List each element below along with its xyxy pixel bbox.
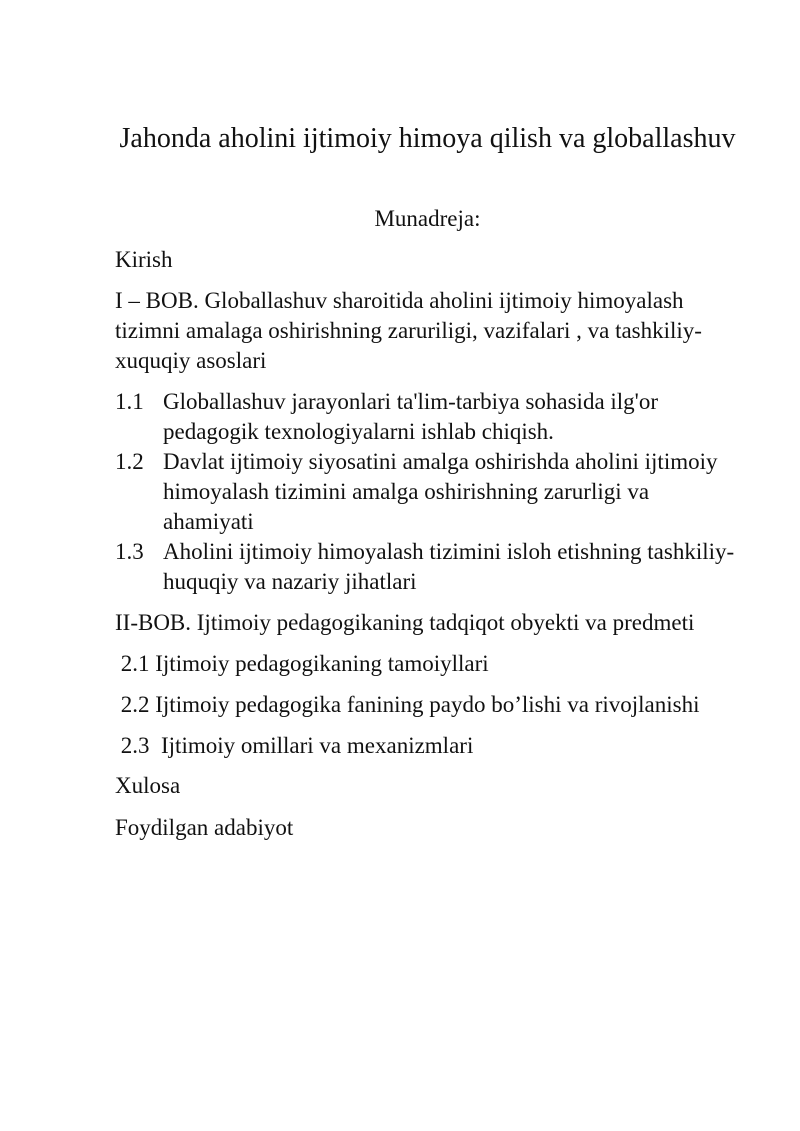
toc-item-2-1: 2.1 Ijtimoiy pedagogikaning tamoiyllari <box>115 651 489 676</box>
toc-item-1-1 <box>115 387 740 447</box>
toc-item-number: 1.3 <box>115 539 144 564</box>
toc-chapter-2: II-BOB. Ijtimoiy pedagogikaning tadqiqot obyekti va predmeti <box>115 610 695 635</box>
toc-item-text: Davlat ijtimoiy siyosatini amalga oshirishda aholini ijtimoiy himoyalash tizimini amalga oshirishning zarurligi va ahamiyati <box>163 449 718 534</box>
toc-chapter-1: I – BOB. Globallashuv sharoitida aholini ijtimoiy himoyalash tizimni amalaga oshirishning zaruriligi, vazifalari , va tashkiliy-xuquqiy asoslari <box>115 288 702 373</box>
toc-item-text: Globallashuv jarayonlari ta'lim-tarbiya sohasida ilg'or pedagogik texnologiyalarni ishlab chiqish. <box>163 389 658 444</box>
toc-references: Foydilgan adabiyot <box>115 815 294 840</box>
document-subtitle: Munadreja: <box>374 206 481 231</box>
toc-item-2-2: 2.2 Ijtimoiy pedagogika fanining paydo bo’lishi va rivojlanishi <box>115 692 700 717</box>
toc-item-1-3 <box>115 537 740 597</box>
toc-item-2-3: 2.3 Ijtimoiy omillari va mexanizmlari <box>115 733 474 758</box>
toc-item-1-2 <box>115 447 740 537</box>
toc-item-number: 1.2 <box>115 449 144 474</box>
toc-conclusion: Xulosa <box>115 773 181 798</box>
toc-intro: Kirish <box>115 247 173 272</box>
toc-item-text: Aholini ijtimoiy himoyalash tizimini isloh etishning tashkiliy-huquqiy va nazariy jihatlari <box>163 539 735 594</box>
toc-item-number: 1.1 <box>115 389 144 414</box>
document-title: Jahonda aholini ijtimoiy himoya qilish va globallashuv <box>119 123 736 154</box>
